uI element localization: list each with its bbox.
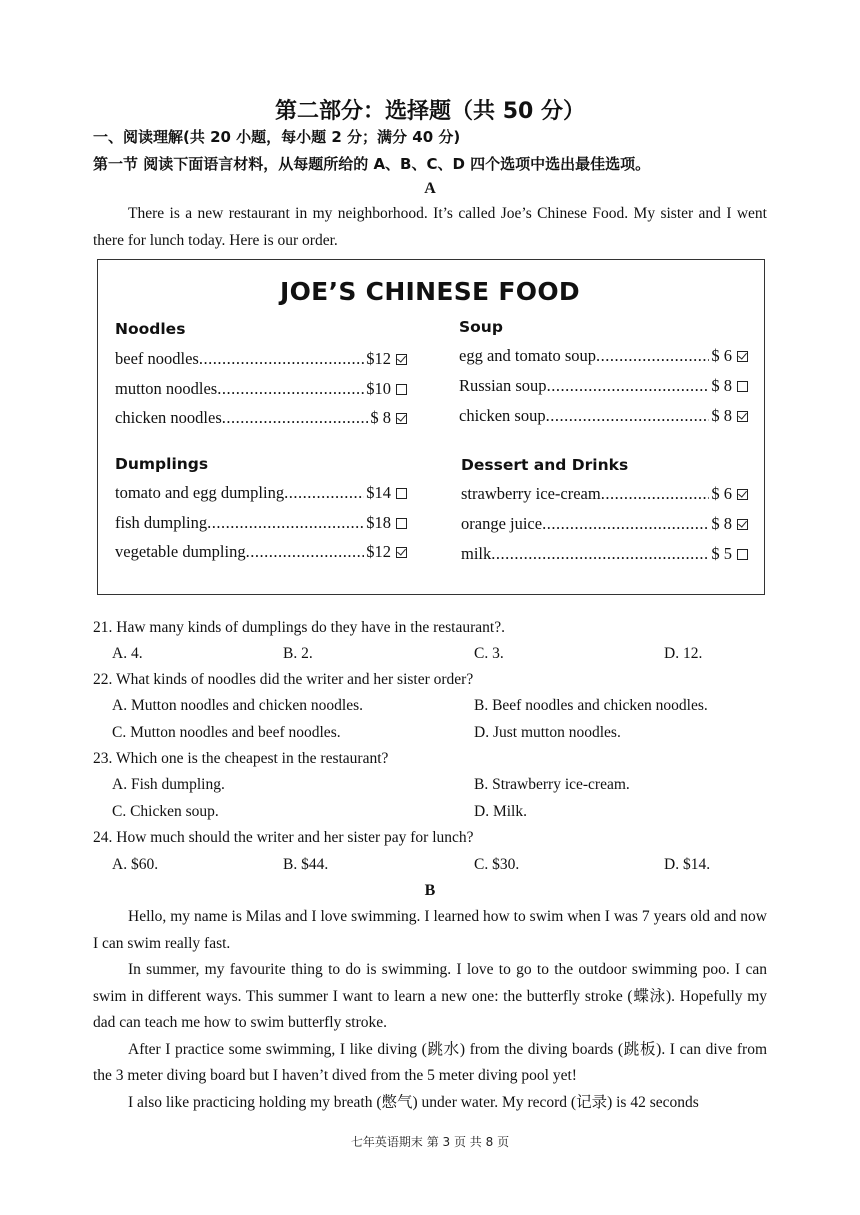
- leader-dots: [542, 514, 709, 534]
- dessert-heading: Dessert and Drinks: [461, 456, 629, 474]
- item-price: $ 6: [711, 346, 732, 365]
- item-price: $ 8: [711, 514, 732, 533]
- part-title: 第二部分：选择题（共 50 分）: [275, 99, 585, 124]
- item-name: milk: [461, 544, 492, 563]
- item-name: vegetable dumpling: [115, 542, 246, 561]
- soup-heading: Soup: [459, 318, 503, 336]
- passage-b-body: [93, 904, 767, 1116]
- menu-item: [461, 514, 748, 534]
- item-name: tomato and egg dumpling: [115, 483, 285, 502]
- option-b: B. $44.: [283, 856, 329, 873]
- checkbox-empty: [396, 518, 407, 529]
- item-price: $ 8: [370, 408, 391, 427]
- question-24: 24. How much should the writer and her sister pay for lunch?: [93, 829, 474, 846]
- option-a: A. Fish dumpling.: [112, 776, 225, 793]
- item-name: orange juice: [461, 514, 543, 533]
- item-name: egg and tomato soup: [459, 346, 597, 365]
- menu-title: JOE’S CHINESE FOOD: [280, 277, 580, 306]
- option-d: D. 12.: [664, 645, 703, 662]
- subsection-header: 第一节 阅读下面语言材料，从每题所给的 A、B、C、D 四个选项中选出最佳选项。: [93, 155, 651, 173]
- item-price: $18: [366, 513, 391, 532]
- checkbox-checked: [396, 354, 407, 365]
- item-price: $ 5: [711, 544, 732, 563]
- option-c: C. 3.: [474, 645, 504, 662]
- item-price: $ 6: [711, 484, 732, 503]
- item-price: $12: [366, 349, 391, 368]
- option-d: D. Milk.: [474, 803, 527, 820]
- leader-dots: [284, 483, 364, 503]
- item-name: strawberry ice-cream: [461, 484, 601, 503]
- question-22: 22. What kinds of noodles did the writer and her sister order?: [93, 671, 474, 688]
- leader-dots: [207, 513, 364, 533]
- leader-dots: [547, 376, 710, 396]
- option-c: C. Chicken soup.: [112, 803, 219, 820]
- passage-b-paragraph: After I practice some swimming, I like diving (跳水) from the diving boards (跳板). I can dive from the 3 meter diving board but I haven’t dived from the 5 meter diving pool yet!: [93, 1040, 767, 1084]
- option-c: C. Mutton noodles and beef noodles.: [112, 724, 341, 741]
- option-d: D. Just mutton noodles.: [474, 724, 621, 741]
- item-price: $12: [366, 542, 391, 561]
- option-b: B. Strawberry ice-cream.: [474, 776, 630, 793]
- noodles-heading: Noodles: [115, 320, 186, 338]
- item-price: $ 8: [711, 406, 732, 425]
- passage-a-intro: [93, 201, 767, 254]
- passage-a-intro-text: There is a new restaurant in my neighborhood. It’s called Joe’s Chinese Food. My sister and I went there for lunch today. Here is our order.: [93, 205, 767, 249]
- item-name: fish dumpling: [115, 513, 208, 532]
- menu-item: [115, 349, 407, 369]
- menu-item: [115, 513, 407, 533]
- leader-dots: [217, 379, 364, 399]
- checkbox-empty: [396, 488, 407, 499]
- item-name: chicken noodles: [115, 408, 222, 427]
- option-a: A. Mutton noodles and chicken noodles.: [112, 697, 363, 714]
- leader-dots: [199, 349, 364, 369]
- menu-item: [459, 406, 748, 426]
- menu-item: [115, 542, 407, 562]
- passage-b-letter: B: [424, 882, 436, 899]
- checkbox-empty: [737, 381, 748, 392]
- item-price: $ 8: [711, 376, 732, 395]
- item-price: $10: [366, 379, 391, 398]
- item-name: mutton noodles: [115, 379, 218, 398]
- page-footer: 七年英语期末 第 3 页 共 8 页: [350, 1135, 510, 1149]
- menu-item: [459, 346, 748, 366]
- option-b: B. Beef noodles and chicken noodles.: [474, 697, 708, 714]
- leader-dots: [601, 484, 710, 504]
- checkbox-empty: [396, 384, 407, 395]
- menu-item: [115, 379, 407, 399]
- option-d: D. $14.: [664, 856, 711, 873]
- checkbox-empty: [737, 549, 748, 560]
- menu-item: [461, 484, 748, 504]
- option-c: C. $30.: [474, 856, 520, 873]
- question-23: 23. Which one is the cheapest in the restaurant?: [93, 750, 389, 767]
- leader-dots: [546, 406, 710, 426]
- option-a: A. 4.: [112, 645, 143, 662]
- dumplings-heading: Dumplings: [115, 455, 209, 473]
- item-price: $14: [366, 483, 391, 502]
- checkbox-checked: [737, 351, 748, 362]
- checkbox-checked: [737, 411, 748, 422]
- passage-b-paragraph: In summer, my favourite thing to do is swimming. I love to go to the outdoor swimming poo. I can swim in different ways. This summer I want to learn a new one: the butterfly stroke (蝶泳). Hopefully my dad can teach me how to swim butterfly stroke.: [93, 961, 767, 1031]
- option-b: B. 2.: [283, 645, 313, 662]
- leader-dots: [596, 346, 709, 366]
- item-name: chicken soup: [459, 406, 546, 425]
- checkbox-checked: [737, 519, 748, 530]
- menu-item: [461, 544, 748, 564]
- section-header: 一、阅读理解(共 20 小题，每小题 2 分；满分 40 分): [93, 128, 461, 146]
- menu-item: [459, 376, 748, 396]
- leader-dots: [491, 544, 709, 564]
- passage-a-letter: A: [424, 180, 436, 197]
- checkbox-checked: [396, 547, 407, 558]
- menu-item: [115, 408, 407, 428]
- leader-dots: [246, 542, 365, 562]
- passage-b-paragraph: Hello, my name is Milas and I love swimming. I learned how to swim when I was 7 years old and now I can swim really fast.: [93, 908, 767, 952]
- leader-dots: [222, 408, 369, 428]
- checkbox-checked: [396, 413, 407, 424]
- item-name: beef noodles: [115, 349, 199, 368]
- item-name: Russian soup: [459, 376, 547, 395]
- passage-b-paragraph: I also like practicing holding my breath (憋气) under water. My record (记录) is 42 seconds: [128, 1093, 699, 1111]
- option-a: A. $60.: [112, 856, 159, 873]
- question-21: 21. Haw many kinds of dumplings do they have in the restaurant?.: [93, 619, 505, 636]
- checkbox-checked: [737, 489, 748, 500]
- menu-item: [115, 483, 407, 503]
